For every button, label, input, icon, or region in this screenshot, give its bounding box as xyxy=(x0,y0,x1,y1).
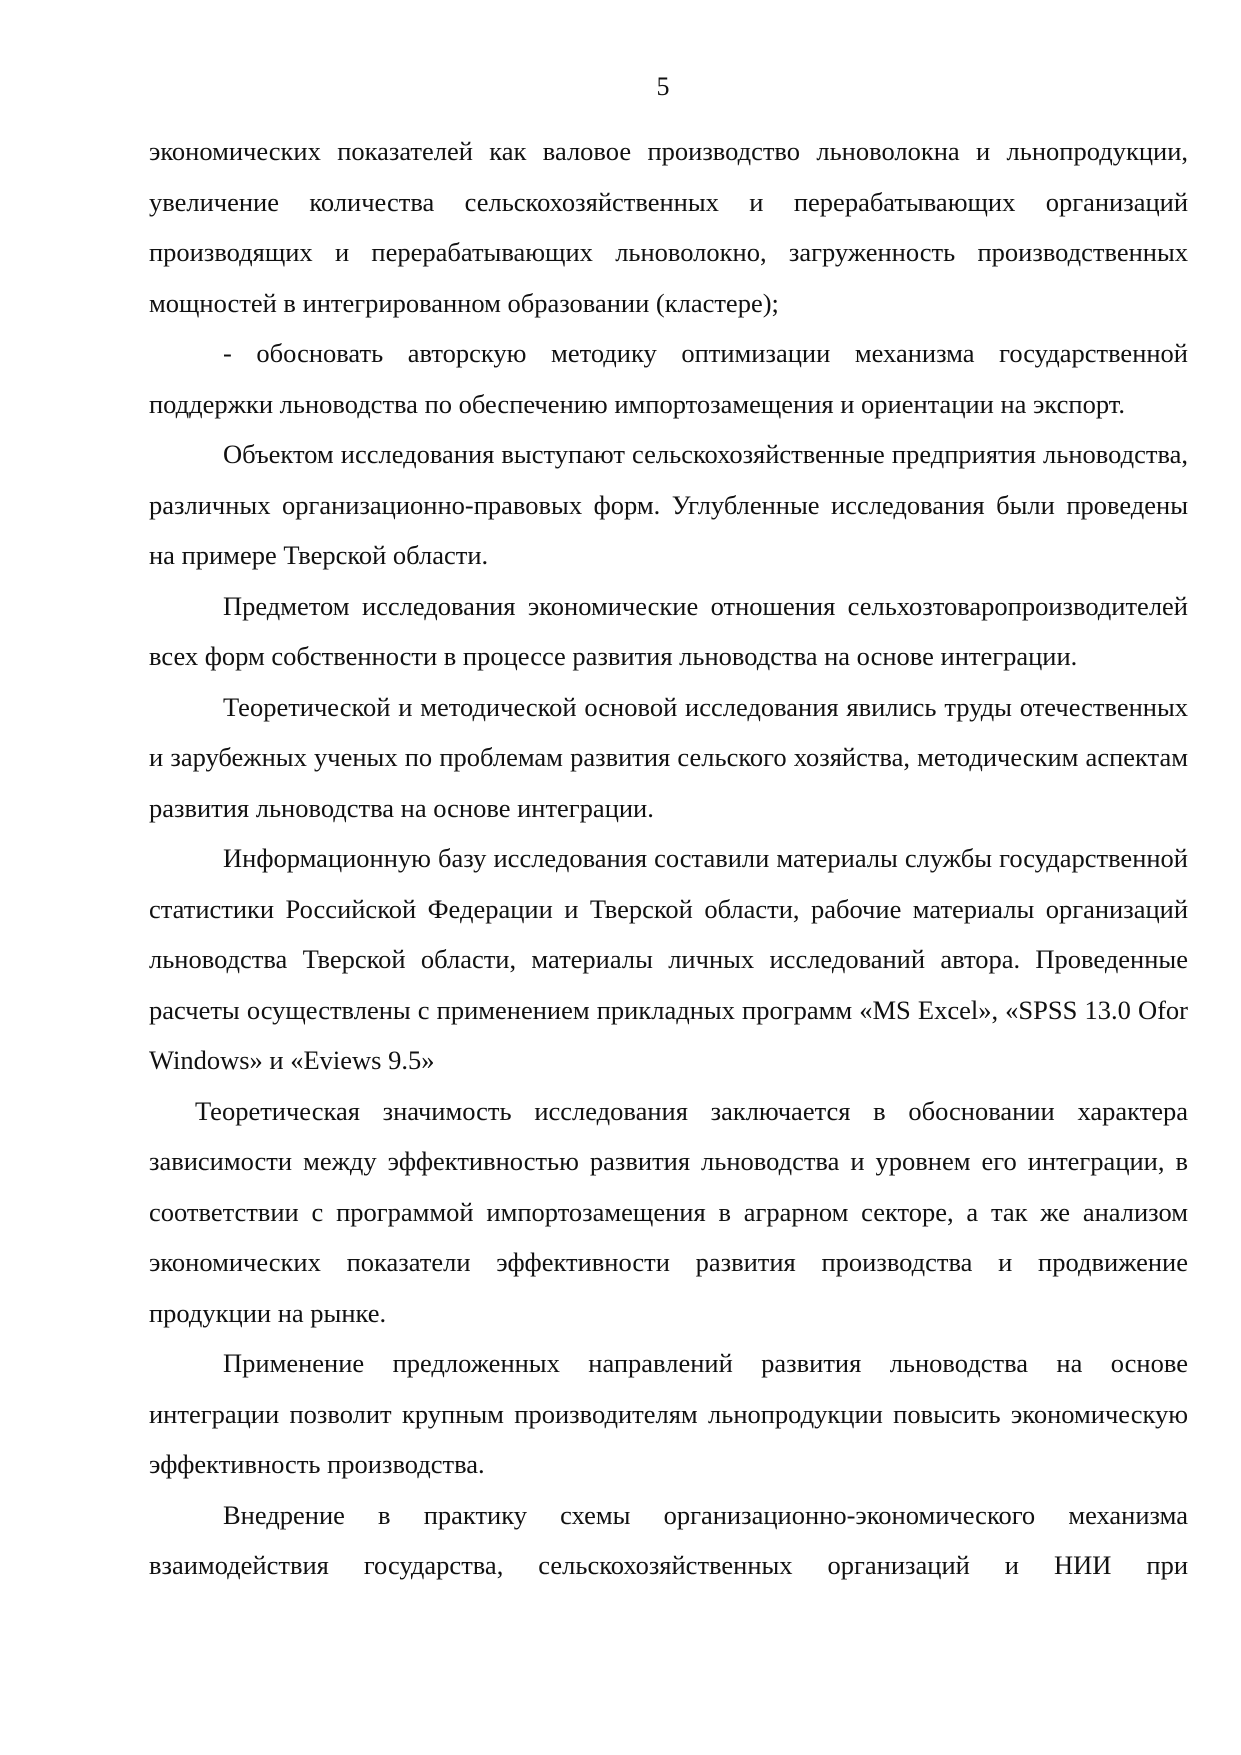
paragraph-research-object: Объектом исследования выступают сельскохозяйственные предприятия льноводства, различных организационно-правовых форм. Углубленные исследования были проведены на примере Тверской области. xyxy=(149,439,1188,570)
document-body xyxy=(149,126,1188,1591)
paragraph-practical-application: Применение предложенных направлений развития льноводства на основе интеграции позволит крупным производителям льнопродукции повысить экономическую эффективность производства. xyxy=(149,1348,1188,1479)
page-number: 5 xyxy=(656,72,670,101)
paragraph-methodology-task: - обосновать авторскую методику оптимизации механизма государственной поддержки льноводства по обеспечению импортозамещения и ориентации на экспорт. xyxy=(149,338,1188,419)
paragraph-research-subject: Предметом исследования экономические отношения сельхозтоваропроизводителей всех форм собственности в процессе развития льноводства на основе интеграции. xyxy=(149,590,1188,671)
paragraph-implementation: Внедрение в практику схемы организационно-экономического механизма взаимодействия государства, сельскохозяйственных организаций и НИИ при xyxy=(149,1499,1188,1580)
paragraph-theoretical-significance: Теоретическая значимость исследования заключается в обосновании характера зависимости между эффективностью развития льноводства и уровнем его интеграции, в соответствии с программой импортозамещения в аграрном секторе, а так же анализом экономических показатели эффективности развития производства и продвижение продукции на рынке. xyxy=(149,1095,1188,1328)
paragraph-economic-indicators: экономических показателей как валовое производство льноволокна и льнопродукции, увеличение количества сельскохозяйственных и перерабатывающих организаций производящих и перерабатывающих льноволокно, загруженность производственных мощностей в интегрированном образовании (кластере); xyxy=(149,136,1188,318)
paragraph-theoretical-basis: Теоретической и методической основой исследования явились труды отечественных и зарубежных ученых по проблемам развития сельского хозяйства, методическим аспектам развития льноводства на основе интеграции. xyxy=(149,691,1188,823)
paragraph-information-base: Информационную базу исследования составили материалы службы государственной статистики Российской Федерации и Тверской области, рабочие материалы организаций льноводства Тверской области, материалы личных исследований автора. Проведенные расчеты осуществлены с применением прикладных программ «MS Excel», «SPSS 13.0 Ofor Windows» и «Eviews 9.5» xyxy=(149,843,1188,1075)
